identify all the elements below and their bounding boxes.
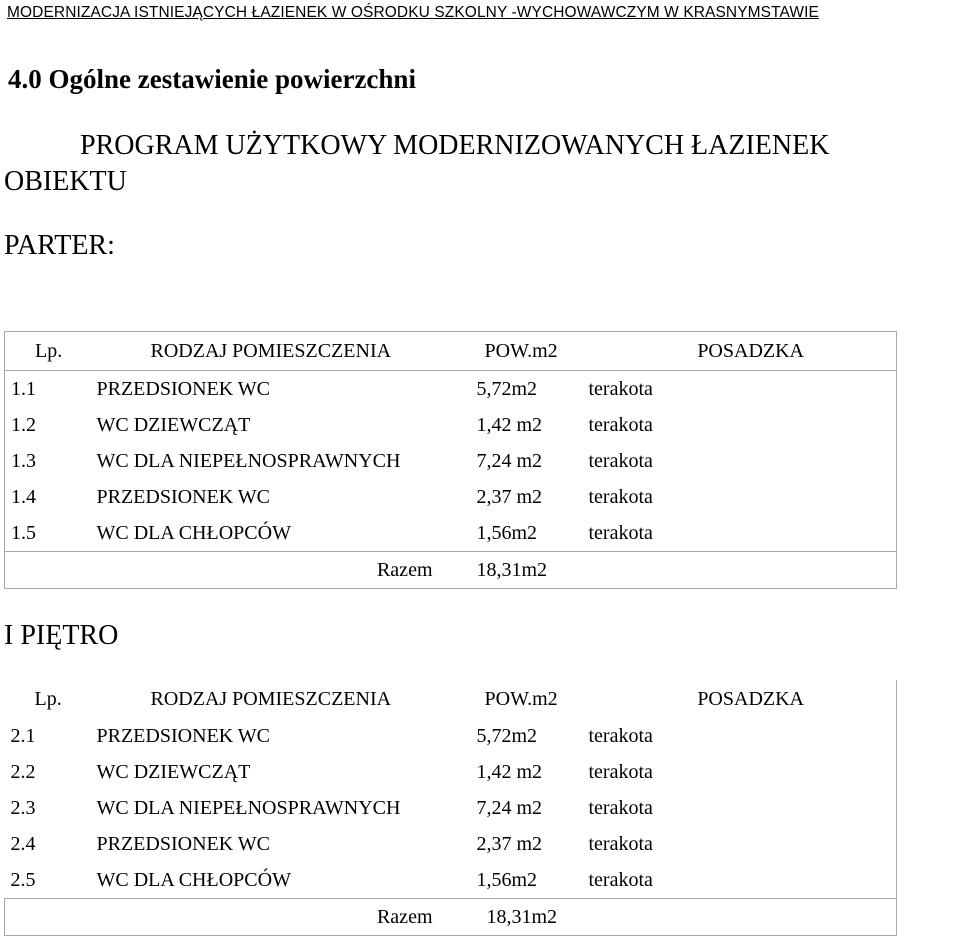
row-lp: 1.5 <box>11 521 36 544</box>
row-floor: terakota <box>588 760 653 783</box>
col-area: POW.m2 <box>457 332 581 371</box>
col-lp: Lp. <box>5 332 91 371</box>
total-value: 18,31m2 <box>457 552 581 589</box>
row-area: 1,56m2 <box>476 521 538 544</box>
row-lp: 1.2 <box>11 413 36 436</box>
row-lp: 1.3 <box>11 449 36 472</box>
row-floor: terakota <box>588 413 653 436</box>
parter-table <box>4 331 897 589</box>
row-name: PRZEDSIONEK WC <box>96 377 271 400</box>
row-area: 1,42 m2 <box>476 413 543 436</box>
row-lp: 2.3 <box>10 796 36 819</box>
table-row <box>5 826 897 862</box>
row-name: WC DZIEWCZĄT <box>96 760 251 783</box>
row-area: 2,37 m2 <box>476 832 543 855</box>
row-lp: 1.1 <box>11 377 36 400</box>
table-row <box>5 790 897 826</box>
row-name: WC DZIEWCZĄT <box>96 413 251 436</box>
pietro-table <box>4 680 897 936</box>
table-row <box>5 718 897 754</box>
col-lp: Lp. <box>34 687 62 710</box>
row-lp: 2.1 <box>10 724 36 747</box>
col-floor: POSADZKA <box>581 332 897 371</box>
row-lp: 2.2 <box>10 760 36 783</box>
table-row <box>5 862 897 899</box>
table-row <box>5 479 897 515</box>
row-name: WC DLA NIEPEŁNOSPRAWNYCH <box>96 449 401 472</box>
section-heading: 4.0 Ogólne zestawienie powierzchni <box>8 64 416 94</box>
row-lp: 2.5 <box>10 868 36 891</box>
table-header-row <box>5 332 897 371</box>
table-row <box>5 407 897 443</box>
row-name: WC DLA NIEPEŁNOSPRAWNYCH <box>96 796 401 819</box>
table-header-row <box>5 680 897 718</box>
col-floor: POSADZKA <box>697 687 804 710</box>
row-area: 7,24 m2 <box>476 449 543 472</box>
col-name: RODZAJ POMIESZCZENIA <box>150 687 392 710</box>
row-area: 5,72m2 <box>476 377 538 400</box>
parter-label: PARTER: <box>4 230 115 261</box>
table-row <box>5 443 897 479</box>
row-lp: 2.4 <box>10 832 36 855</box>
row-area: 1,56m2 <box>476 868 538 891</box>
row-floor: terakota <box>588 832 653 855</box>
program-title: PROGRAM UŻYTKOWY MODERNIZOWANYCH ŁAZIENEK <box>80 130 830 161</box>
row-lp: 1.4 <box>11 485 36 508</box>
total-label: Razem <box>91 552 457 589</box>
row-area: 2,37 m2 <box>476 485 543 508</box>
row-floor: terakota <box>588 485 653 508</box>
row-name: PRZEDSIONEK WC <box>96 485 271 508</box>
total-row <box>5 899 897 936</box>
table-row <box>5 515 897 552</box>
total-label: Razem <box>91 899 457 936</box>
row-floor: terakota <box>588 521 653 544</box>
row-name: WC DLA CHŁOPCÓW <box>96 521 291 544</box>
row-name: PRZEDSIONEK WC <box>96 832 271 855</box>
pietro-label: I PIĘTRO <box>4 620 119 651</box>
row-area: 5,72m2 <box>476 724 538 747</box>
row-floor: terakota <box>588 449 653 472</box>
program-title-continuation: OBIEKTU <box>4 166 127 197</box>
table-row <box>5 754 897 790</box>
row-area: 1,42 m2 <box>476 760 543 783</box>
total-value: 18,31m2 <box>457 899 581 936</box>
row-floor: terakota <box>588 868 653 891</box>
table-row <box>5 371 897 408</box>
row-area: 7,24 m2 <box>476 796 543 819</box>
row-floor: terakota <box>588 377 653 400</box>
document-header: MODERNIZACJA ISTNIEJĄCYCH ŁAZIENEK W OŚRODKU SZKOLNY -WYCHOWAWCZYM W KRASNYMSTAWIE <box>7 4 819 21</box>
col-name: RODZAJ POMIESZCZENIA <box>91 332 457 371</box>
col-area: POW.m2 <box>484 687 558 710</box>
row-floor: terakota <box>588 796 653 819</box>
total-row <box>5 552 897 589</box>
row-floor: terakota <box>588 724 653 747</box>
row-name: PRZEDSIONEK WC <box>96 724 271 747</box>
row-name: WC DLA CHŁOPCÓW <box>96 868 291 891</box>
